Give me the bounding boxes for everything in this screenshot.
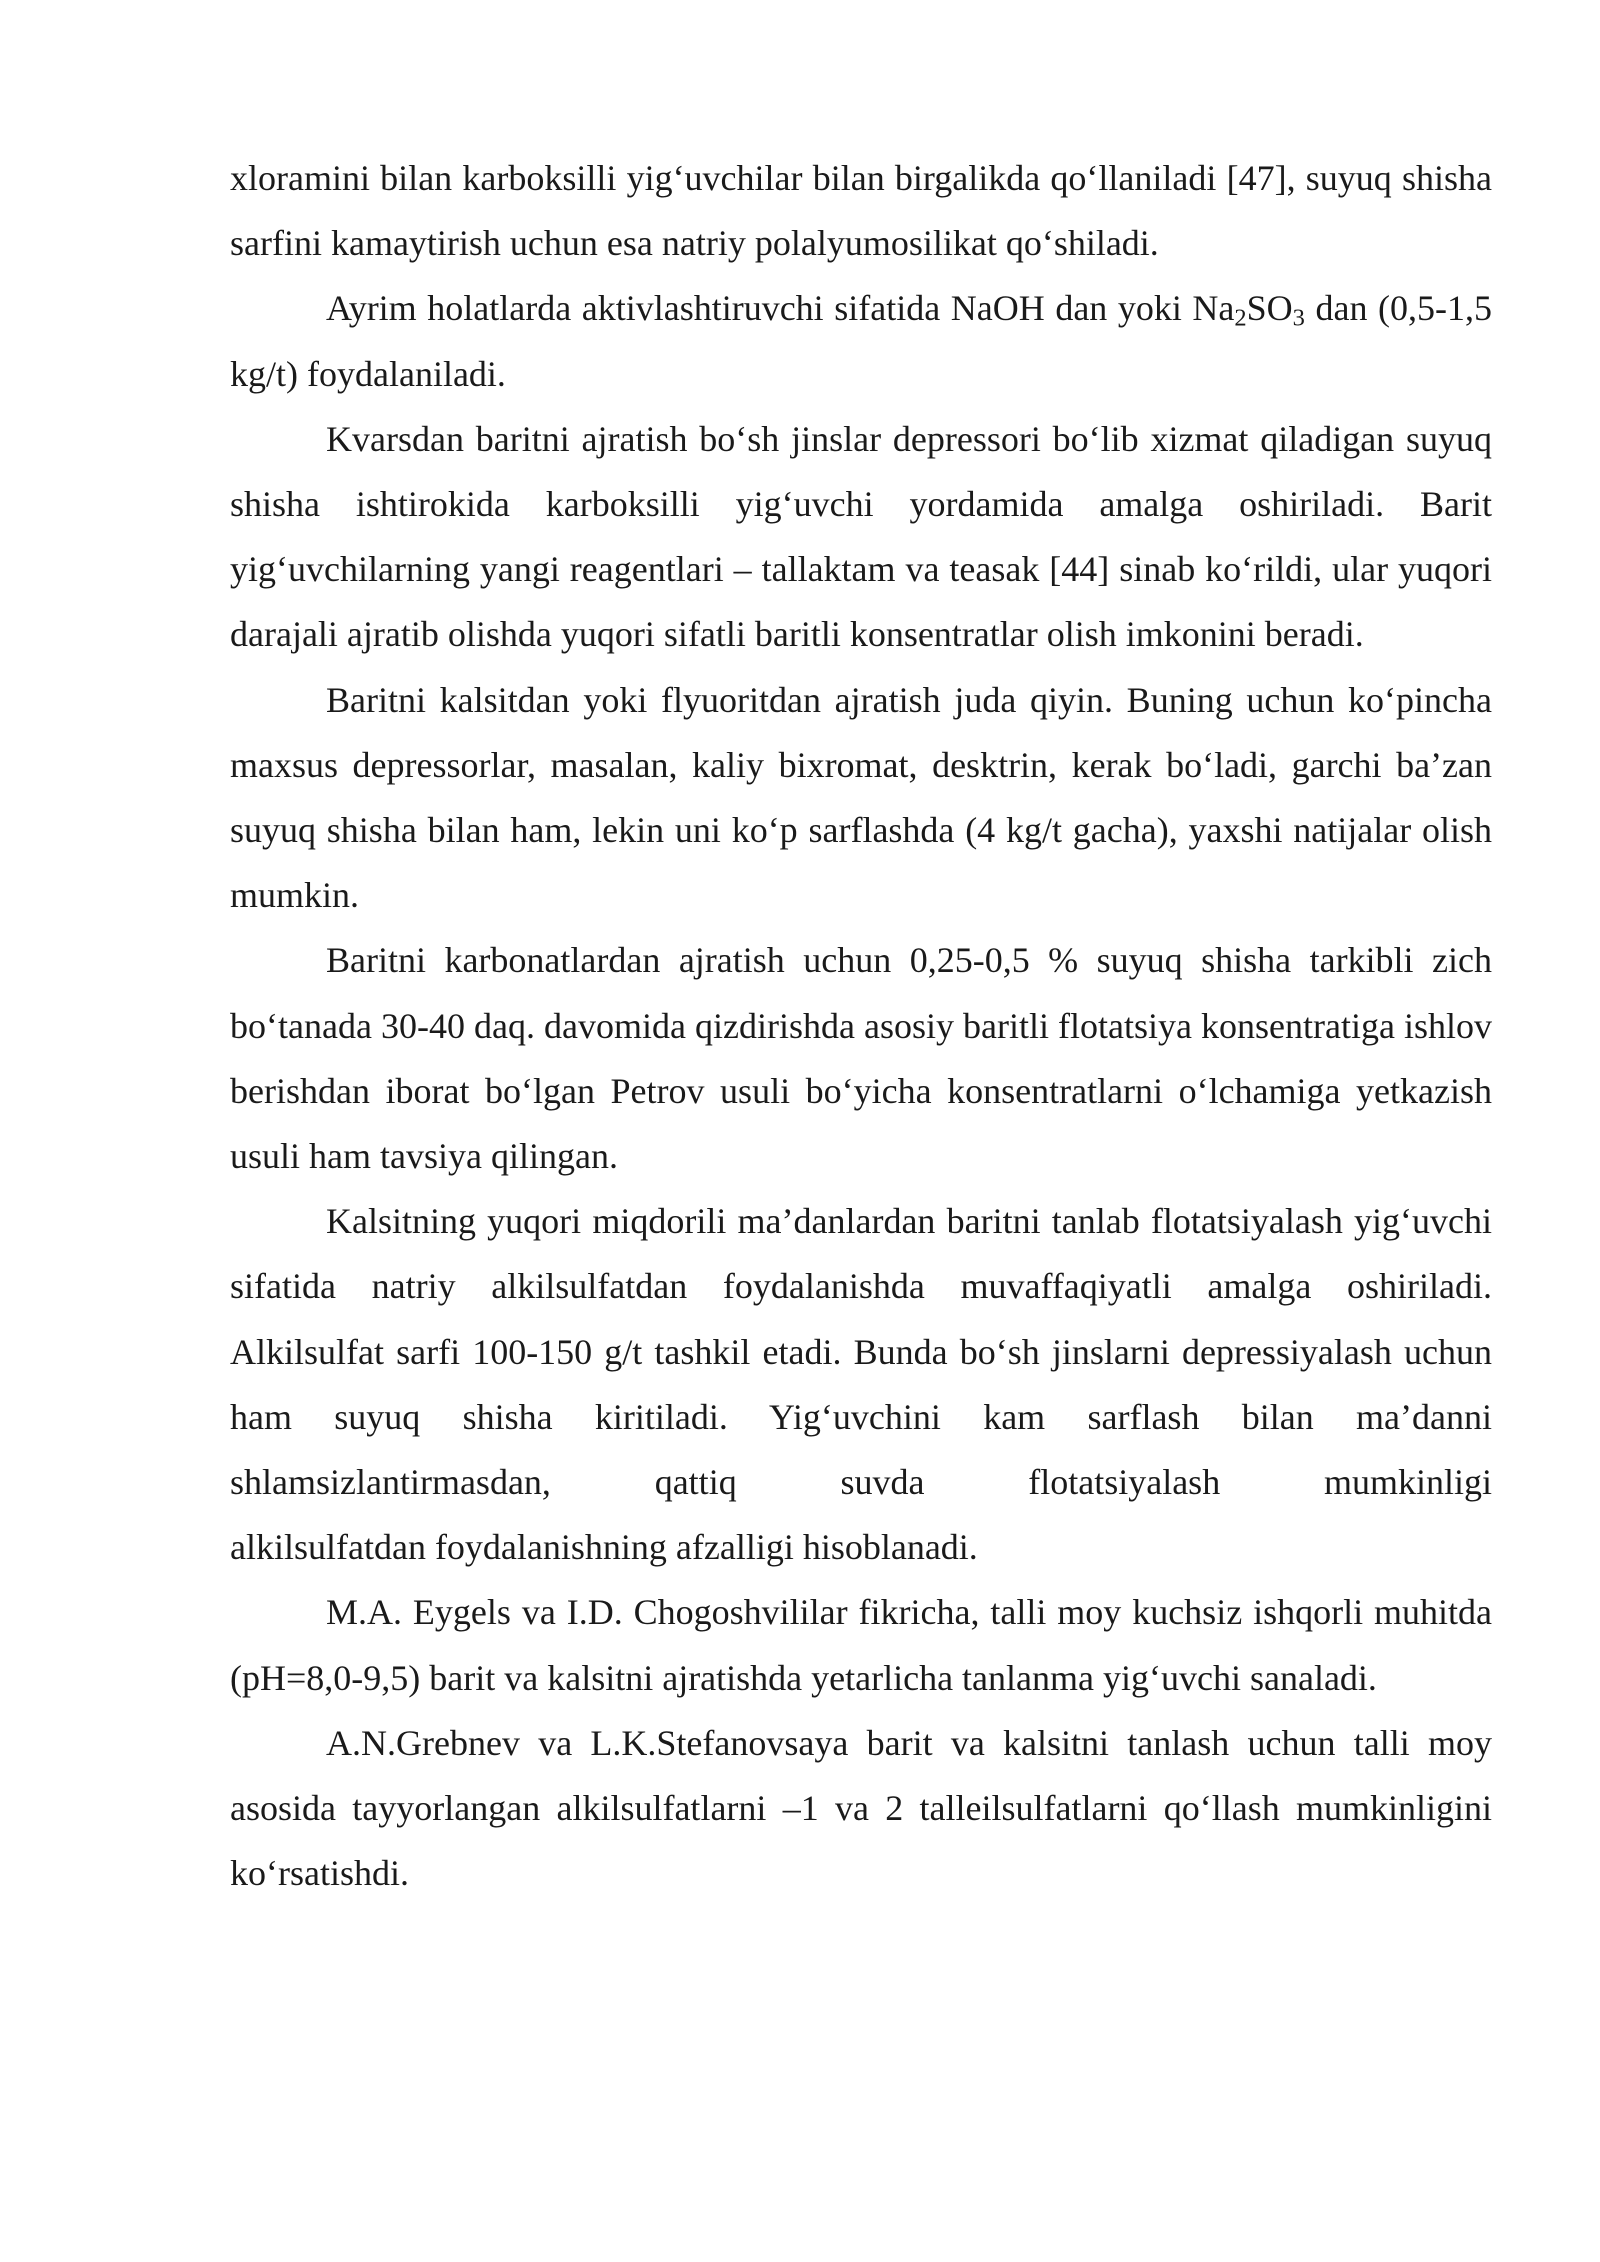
paragraph-activators-text-1: Ayrim holatlarda aktivlashtiruvchi sifatida NaOH dan yoki Na (326, 288, 1235, 329)
paragraph-continued: xloramini bilan karboksilli yig‘uvchilar bilan birgalikda qo‘llaniladi [47], suyuq shisha sarfini kamaytirish uchun esa natriy polalyumosilikat qo‘shiladi. (230, 158, 1492, 264)
document-body (230, 146, 1492, 1906)
paragraph-eygels-chogoshvili: M.A. Eygels va I.D. Chogoshvililar fikricha, talli moy kuchsiz ishqorli muhitda (pH=8,0-9,5) barit va kalsitni ajratishda yetarlicha tanlanma yig‘uvchi sanaladi. (230, 1592, 1492, 1698)
paragraph-activators-text-2: SO (1246, 288, 1293, 329)
subscript-so-3: 3 (1292, 304, 1305, 332)
paragraph-carbonates-petrov: Baritni karbonatlardan ajratish uchun 0,25-0,5 % suyuq shisha tarkibli zich bo‘tanada 30-40 daq. davomida qizdirishda asosiy baritli flotatsiya konsentratiga ishlov berishdan iborat bo‘lgan Petrov usuli bo‘yicha konsentratlarni o‘lchamiga yetkazish usuli ham tavsiya qilingan. (230, 940, 1492, 1177)
paragraph-quartz-separation: Kvarsdan baritni ajratish bo‘sh jinslar depressori bo‘lib xizmat qiladigan suyuq shisha ishtirokida karboksilli yig‘uvchi yordamida amalga oshiriladi. Barit yig‘uvchilarning yangi reagentlari – tallaktam va teasak [44] sinab ko‘rildi, ular yuqori darajali ajratib olishda yuqori sifatli baritli konsentratlar olish imkonini beradi. (230, 418, 1492, 655)
paragraph-activators (230, 276, 1492, 406)
paragraph-alkylsulfate-end: alkilsulfatdan foydalanishning afzalligi hisoblanadi. (230, 1527, 978, 1568)
paragraph-grebnev-stefanovsaya: A.N.Grebnev va L.K.Stefanovsaya barit va kalsitni tanlash uchun talli moy asosida tayyorlangan alkilsulfatlarni –1 va 2 talleilsulfatlarni qo‘llash mumkinligini ko‘rsatishdi. (230, 1722, 1492, 1894)
paragraph-calcite-fluorite: Baritni kalsitdan yoki flyuoritdan ajratish juda qiyin. Buning uchun ko‘pincha maxsus depressorlar, masalan, kaliy bixromat, desktrin, kerak bo‘ladi, garchi ba’zan suyuq shisha bilan ham, lekin uni ko‘p sarflashda (4 kg/t gacha), yaxshi natijalar olish mumkin. (230, 679, 1492, 916)
paragraph-alkylsulfate: Kalsitning yuqori miqdorili ma’danlardan baritni tanlab flotatsiyalash yig‘uvchi sifatida natriy alkilsulfatdan foydalanishda muvaffaqiyatli amalga oshiriladi. Alkilsulfat sarfi 100-150 g/t tashkil etadi. Bunda bo‘sh jinslarni depressiyalash uchun ham suyuq shisha kiritiladi. Yig‘uvchini kam sarflash bilan ma’danni shlamsizlantirmasdan, qattiq suvda flotatsiyalash mumkinligi (230, 1201, 1492, 1503)
subscript-na-2: 2 (1234, 304, 1247, 332)
paragraph-activators-text-3: dan (0,5-1,5 kg/t) foydalaniladi. (230, 288, 1492, 394)
